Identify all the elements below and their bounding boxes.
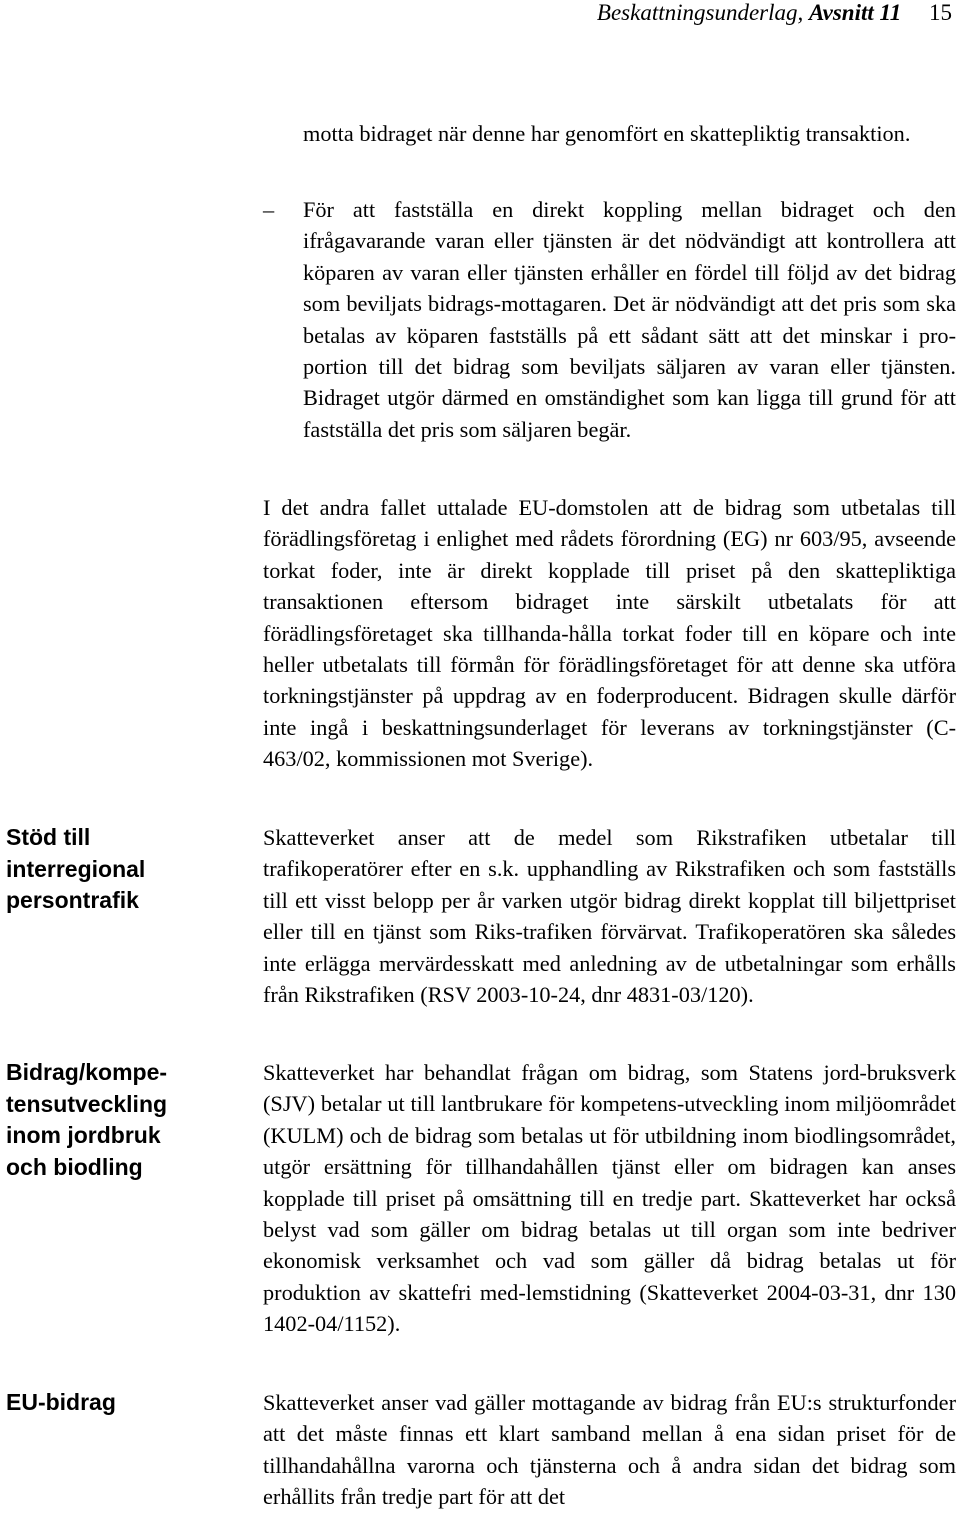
paragraph: I det andra fallet uttalade EU-domstolen att de bidrag som utbetalas till förädlingsföretag i enlighet med rådets förordning (EG) nr 603/95, avseende torkat foder, inte är direkt kopplade till priset på den skattepliktiga transaktionen eftersom bidraget inte särskilt utbetalats för att förädlingsföretaget ska tillhanda-hålla torkat foder till en köpare och inte heller utbetalats till förmån för förädlingsföretaget för att denne ska utföra torkningstjänster på uppdrag av en foderproducent. Bidragen skulle därför inte ingå i beskattningsunderlaget för leverans av torkningstjänster (C-463/02, kommissionen mot Sverige).	[263, 495, 956, 772]
paragraph: Skatteverket har behandlat frågan om bidrag, som Statens jord-bruksverk (SJV) betalar ut till lantbrukare för kompetens-utveckling inom miljöområdet (KULM) och de bidrag som betalas ut för utbildning inom biodlingsområdet, utgör ersättning för tillhandahållen tjänst eller om bidragen kan anses kopplade till priset på omsättning till en tredje part. Skatteverket har också belyst vad som gäller om bidrag betalas ut till organ som inte bedriver ekonomisk verksamhet och vad som gäller då bidrag betalas ut för produktion av skattefri med-lemstidning (Skatteverket 2004-03-31, dnr 130 1402-04/1152).	[263, 1060, 956, 1337]
paragraph-block-4	[263, 1387, 956, 1513]
page-header	[252, 0, 952, 26]
sidebar-heading: EU-bidrag	[6, 1389, 116, 1415]
paragraph-block-3	[263, 1057, 956, 1340]
sidebar-heading: Stöd till interregional persontrafik	[6, 824, 146, 913]
header-title: Beskattningsunderlag,	[596, 0, 804, 25]
bullet-item	[263, 194, 956, 468]
bullet-text: För att fastställa en direkt koppling mellan bidraget och den ifrågavarande varan eller tjänsten är det nödvändigt att kontrollera att köparen av varan eller tjänsten erhåller en fördel till följd av det bidrag som beviljats bidrags-mottagaren. Det är nödvändigt att det pris som ska betalas av köparen fastställs på ett sådant sätt att det minskar i pro-portion till det bidrag som beviljats säljaren av varan eller tjänsten. Bidraget utgör därmed en omständighet som kan ligga till grund för att fastställa det pris som säljaren begär.	[303, 197, 956, 442]
paragraph-block-1	[263, 492, 956, 775]
paragraph: Skatteverket anser att de medel som Rikstrafiken utbetalar till trafikoperatörer efter en s.k. upphandling av Rikstrafiken och som fastställs till ett visst belopp per år varken utgör bidrag direkt kopplat till biljettpriset eller till en tjänst som Riks-trafiken förvärvat. Trafikoperatören ska således inte erlägga mervärdesskatt med anledning av de utbetalningar som erhålls från Rikstrafiken (RSV 2003-10-24, dnr 4831-03/120).	[263, 825, 956, 1008]
bullet-continuation: motta bidraget när denne har genomfört en skattepliktig transaktion.	[303, 121, 911, 146]
sidebar-heading: Bidrag/kompe-tensutveckling inom jordbruk och biodling	[6, 1059, 168, 1180]
paragraph: Skatteverket anser vad gäller mottagande av bidrag från EU:s strukturfonder att det måste finnas ett klart samband mellan å ena sidan priset för de tillhandahållna varorna och tjänsterna och å andra sidan det bidrag som erhållits från tredje part för att det	[263, 1390, 956, 1510]
bullet-dash: –	[263, 197, 275, 222]
page-number: 15	[929, 0, 952, 25]
header-section: Avsnitt 11	[809, 0, 902, 25]
paragraph-block-2	[263, 822, 956, 1010]
